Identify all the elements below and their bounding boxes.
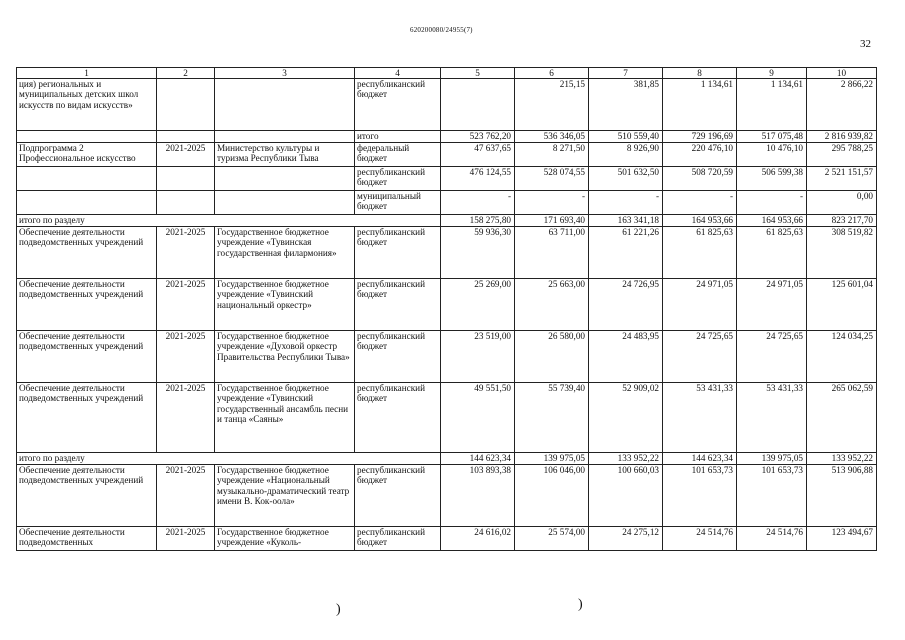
executor-cell (215, 167, 355, 191)
amount-cell: 476 124,55 (441, 167, 515, 191)
amount-cell: 506 599,38 (737, 167, 807, 191)
amount-cell: 24 725,65 (737, 331, 807, 383)
period-cell: 2021-2025 (157, 331, 215, 383)
executor-cell: Государственное бюджетное учреждение «Тувинская государственная филармония» (215, 227, 355, 279)
amount-cell: 24 275,12 (589, 527, 663, 551)
executor-cell: Государственное бюджетное учреждение «Духовой оркестр Правительства Республики Тыва» (215, 331, 355, 383)
amount-cell: - (589, 191, 663, 215)
amount-cell: 24 971,05 (663, 279, 737, 331)
amount-cell: 53 431,33 (663, 383, 737, 453)
total-label: итого по разделу (17, 215, 441, 227)
executor-cell: Государственное бюджетное учреждение «Тувинский национальный оркестр» (215, 279, 355, 331)
table-body (17, 79, 877, 551)
program-cell: Обеспечение деятельности подведомственных учреждений (17, 227, 157, 279)
amount-cell: 25 269,00 (441, 279, 515, 331)
table-row (17, 79, 877, 131)
total-amount-cell: 123 494,67 (807, 527, 877, 551)
period-cell: 2021-2025 (157, 279, 215, 331)
amount-cell: 49 551,50 (441, 383, 515, 453)
period-cell: 2021-2025 (157, 527, 215, 551)
amount-cell: 158 275,80 (441, 215, 515, 227)
period-cell (157, 131, 215, 143)
amount-cell: 133 952,22 (807, 453, 877, 465)
program-cell: Обеспечение деятельности подведомственных (17, 527, 157, 551)
amount-cell: 24 616,02 (441, 527, 515, 551)
source-cell: республиканский бюджет (355, 527, 441, 551)
amount-cell: 171 693,40 (515, 215, 589, 227)
period-cell: 2021-2025 (157, 143, 215, 167)
amount-cell: 59 936,30 (441, 227, 515, 279)
program-cell: Обеспечение деятельности подведомственных учреждений (17, 383, 157, 453)
program-cell: Подпрограмма 2 Профессиональное искусство (17, 143, 157, 167)
executor-cell: Государственное бюджетное учреждение «Куколь- (215, 527, 355, 551)
period-cell (157, 167, 215, 191)
total-amount-cell: 265 062,59 (807, 383, 877, 453)
total-amount-cell: 2 816 939,82 (807, 131, 877, 143)
amount-cell: 144 623,34 (663, 453, 737, 465)
period-cell (157, 79, 215, 131)
executor-cell: Государственное бюджетное учреждение «Национальный музыкально-драматический театр имени В. Кок-оола» (215, 465, 355, 527)
amount-cell: 144 623,34 (441, 453, 515, 465)
amount-cell: 523 762,20 (441, 131, 515, 143)
program-cell: Обеспечение деятельности подведомственных учреждений (17, 331, 157, 383)
scan-mark: ) (336, 602, 341, 617)
amount-cell: 139 975,05 (515, 453, 589, 465)
executor-cell (215, 79, 355, 131)
amount-cell (441, 79, 515, 131)
amount-cell: 164 953,66 (737, 215, 807, 227)
col-number: 1 (17, 68, 157, 79)
amount-cell: 52 909,02 (589, 383, 663, 453)
amount-cell: 536 346,05 (515, 131, 589, 143)
amount-cell: 23 519,00 (441, 331, 515, 383)
total-amount-cell: 124 034,25 (807, 331, 877, 383)
amount-cell: 823 217,70 (807, 215, 877, 227)
amount-cell: 163 341,18 (589, 215, 663, 227)
source-cell: республиканский бюджет (355, 227, 441, 279)
amount-cell: 103 893,38 (441, 465, 515, 527)
amount-cell: 24 726,95 (589, 279, 663, 331)
program-cell: ция) региональных и муниципальных детских школ искусств по видам искусств» (17, 79, 157, 131)
col-number: 6 (515, 68, 589, 79)
total-amount-cell: 308 519,82 (807, 227, 877, 279)
column-number-row (17, 68, 877, 79)
amount-cell: 24 725,65 (663, 331, 737, 383)
table-row (17, 331, 877, 383)
amount-cell: 1 134,61 (737, 79, 807, 131)
program-cell (17, 167, 157, 191)
col-number: 3 (215, 68, 355, 79)
table-row (17, 465, 877, 527)
period-cell: 2021-2025 (157, 465, 215, 527)
total-row (17, 215, 877, 227)
amount-cell: 729 196,69 (663, 131, 737, 143)
amount-cell: 61 825,63 (663, 227, 737, 279)
total-label: итого по разделу (17, 453, 441, 465)
amount-cell: 133 952,22 (589, 453, 663, 465)
executor-cell (215, 131, 355, 143)
amount-cell: 24 514,76 (663, 527, 737, 551)
col-number: 7 (589, 68, 663, 79)
amount-cell: 10 476,10 (737, 143, 807, 167)
total-amount-cell: 295 788,25 (807, 143, 877, 167)
amount-cell: 501 632,50 (589, 167, 663, 191)
source-cell: республиканский бюджет (355, 383, 441, 453)
program-cell: Обеспечение деятельности подведомственных учреждений (17, 465, 157, 527)
amount-cell: 100 660,03 (589, 465, 663, 527)
amount-cell: - (737, 191, 807, 215)
source-cell: республиканский бюджет (355, 167, 441, 191)
amount-cell: - (663, 191, 737, 215)
col-number: 9 (737, 68, 807, 79)
col-number: 8 (663, 68, 737, 79)
amount-cell: 8 926,90 (589, 143, 663, 167)
amount-cell: 510 559,40 (589, 131, 663, 143)
amount-cell: 25 574,00 (515, 527, 589, 551)
program-cell: Обеспечение деятельности подведомственных учреждений (17, 279, 157, 331)
executor-cell: Государственное бюджетное учреждение «Тувинский государственный ансамбль песни и танца «Саяны» (215, 383, 355, 453)
amount-cell: 63 711,00 (515, 227, 589, 279)
amount-cell: 101 653,73 (663, 465, 737, 527)
table-row (17, 227, 877, 279)
table-row (17, 131, 877, 143)
amount-cell: 1 134,61 (663, 79, 737, 131)
amount-cell: 24 971,05 (737, 279, 807, 331)
table-row (17, 143, 877, 167)
amount-cell: 517 075,48 (737, 131, 807, 143)
col-number: 5 (441, 68, 515, 79)
source-cell: федеральный бюджет (355, 143, 441, 167)
period-cell (157, 191, 215, 215)
total-amount-cell: 2 866,22 (807, 79, 877, 131)
total-row (17, 453, 877, 465)
program-cell (17, 191, 157, 215)
scan-mark: ) (578, 597, 583, 612)
amount-cell: - (441, 191, 515, 215)
amount-cell: 106 046,00 (515, 465, 589, 527)
source-cell: итого (355, 131, 441, 143)
amount-cell: 61 221,26 (589, 227, 663, 279)
amount-cell: 55 739,40 (515, 383, 589, 453)
table-row (17, 191, 877, 215)
document-id: 620200080/24955(7) (410, 26, 473, 34)
col-number: 4 (355, 68, 441, 79)
table-row (17, 167, 877, 191)
total-amount-cell: 125 601,04 (807, 279, 877, 331)
amount-cell: - (515, 191, 589, 215)
budget-table (16, 67, 877, 551)
table-row (17, 383, 877, 453)
amount-cell: 164 953,66 (663, 215, 737, 227)
amount-cell: 528 074,55 (515, 167, 589, 191)
amount-cell: 53 431,33 (737, 383, 807, 453)
table-row (17, 527, 877, 551)
source-cell: республиканский бюджет (355, 465, 441, 527)
source-cell: республиканский бюджет (355, 331, 441, 383)
executor-cell: Министерство культуры и туризма Республики Тыва (215, 143, 355, 167)
amount-cell: 26 580,00 (515, 331, 589, 383)
col-number: 10 (807, 68, 877, 79)
source-cell: республиканский бюджет (355, 79, 441, 131)
amount-cell: 47 637,65 (441, 143, 515, 167)
source-cell: республиканский бюджет (355, 279, 441, 331)
total-amount-cell: 0,00 (807, 191, 877, 215)
amount-cell: 215,15 (515, 79, 589, 131)
period-cell: 2021-2025 (157, 383, 215, 453)
amount-cell: 220 476,10 (663, 143, 737, 167)
period-cell: 2021-2025 (157, 227, 215, 279)
amount-cell: 25 663,00 (515, 279, 589, 331)
total-amount-cell: 513 906,88 (807, 465, 877, 527)
amount-cell: 381,85 (589, 79, 663, 131)
executor-cell (215, 191, 355, 215)
page-number: 32 (860, 38, 871, 50)
amount-cell: 139 975,05 (737, 453, 807, 465)
amount-cell: 508 720,59 (663, 167, 737, 191)
table-row (17, 279, 877, 331)
col-number: 2 (157, 68, 215, 79)
amount-cell: 24 514,76 (737, 527, 807, 551)
amount-cell: 8 271,50 (515, 143, 589, 167)
total-amount-cell: 2 521 151,57 (807, 167, 877, 191)
amount-cell: 61 825,63 (737, 227, 807, 279)
amount-cell: 101 653,73 (737, 465, 807, 527)
program-cell (17, 131, 157, 143)
amount-cell: 24 483,95 (589, 331, 663, 383)
source-cell: муниципальный бюджет (355, 191, 441, 215)
